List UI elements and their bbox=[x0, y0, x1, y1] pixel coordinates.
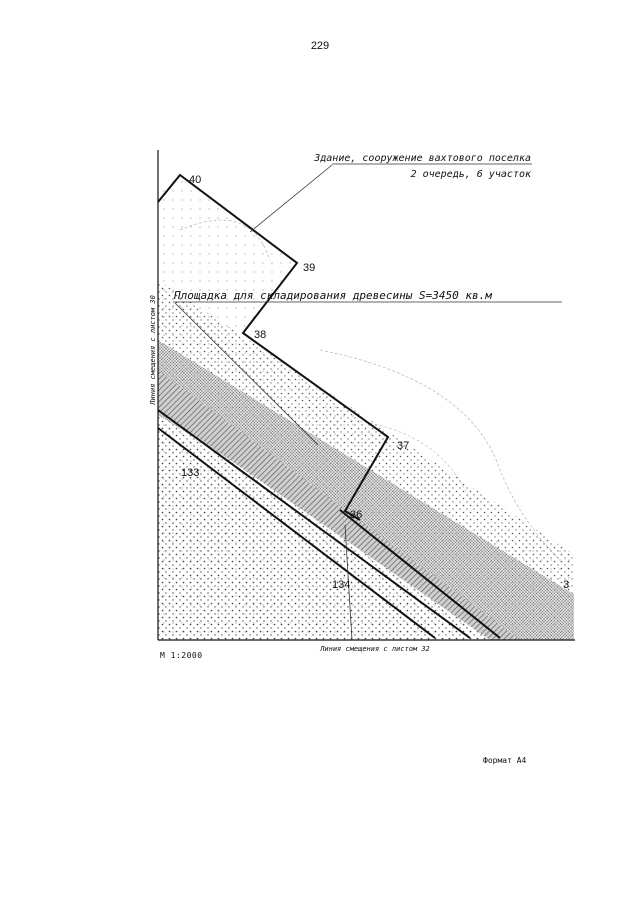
point-label-38: 38 bbox=[254, 329, 267, 341]
format-label: Формат А4 bbox=[483, 756, 527, 765]
point-label-133: 133 bbox=[181, 467, 200, 479]
point-label-3: 3 bbox=[563, 579, 570, 591]
scale-label: М 1:2000 bbox=[160, 651, 203, 660]
page-number: 229 bbox=[310, 40, 330, 52]
horizontal-axis-label: Линия смещения с листом 32 bbox=[320, 645, 430, 653]
building-note-line1: Здание, сооружение вахтового поселка bbox=[314, 153, 531, 164]
point-label-39: 39 bbox=[303, 262, 316, 274]
storage-area-label: Площадка для складирования древесины S=3450 кв.м bbox=[174, 289, 492, 302]
building-note-line2: 2 очередь, 6 участок bbox=[410, 169, 531, 180]
point-label-40: 40 bbox=[189, 174, 202, 186]
vertical-axis-label: Линия смещения с листом 30 bbox=[149, 295, 157, 405]
point-label-37: 37 bbox=[397, 440, 410, 452]
point-label-134: 134 bbox=[332, 579, 351, 591]
building-leader-line bbox=[250, 165, 332, 232]
point-label-36: 36 bbox=[350, 509, 363, 521]
